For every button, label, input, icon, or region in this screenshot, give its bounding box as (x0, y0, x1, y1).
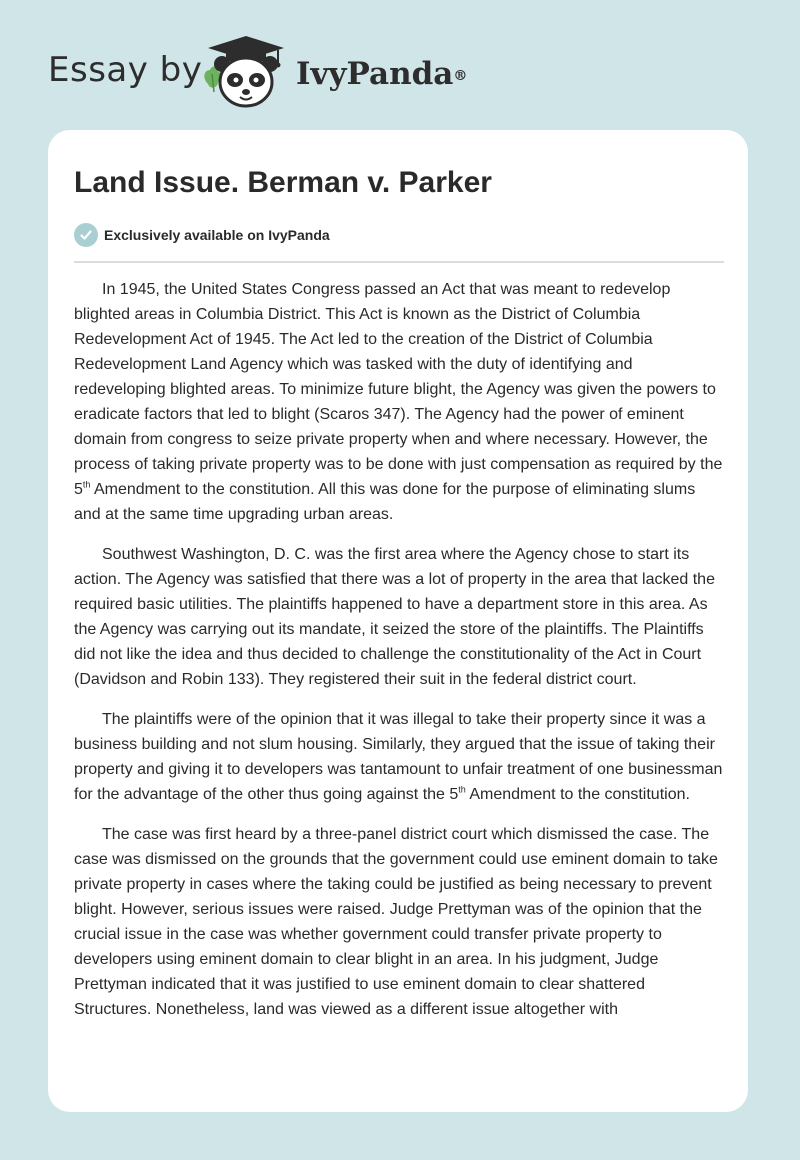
exclusive-label: Exclusively available on IvyPanda (104, 227, 330, 243)
exclusive-badge (74, 222, 330, 248)
site-header (0, 0, 800, 130)
check-icon (74, 223, 98, 247)
paragraph: Southwest Washington, D. C. was the first area where the Agency chose to start its action. The Agency was satisfied that there was a lot of property in the area that lacked the required basic utilities. The plaintiffs happened to have a department store in this area. As the Agency was carrying out its mandate, it seized the store of the plaintiffs. The Plaintiffs did not like the idea and thus decided to challenge the constitutionality of the Act in Court (Davidson and Robin 133). They registered their suit in the federal district court. (74, 546, 715, 688)
paragraph: In 1945, the United States Congress passed an Act that was meant to redevelop blighted areas in Columbia District. This Act is known as the District of Columbia Redevelopment Act of 1945. The Act led to the creation of the District of Columbia Redevelopment Land Agency which was tasked with the duty of identifying and redeveloping blighted areas. To minimize future blight, the Agency was given the powers to eradicate factors that led to blight (Scaros 347). The Agency had the power of eminent domain from congress to seize private property when and where necessary. However, the process of taking private property was to be done with just compensation as required by the 5th Amendment to the constitution. All this was done for the purpose of eliminating slums and at the same time upgrading urban areas. (74, 281, 723, 523)
paragraph: The plaintiffs were of the opinion that it was illegal to take their property since it was a business building and not slum housing. Similarly, they argued that the issue of taking their property and giving it to developers was tantamount to unfair treatment of one businessman for the advantage of the other thus going against the 5th Amendment to the constitution. (74, 711, 723, 803)
essay-by-label: Essay by (48, 50, 203, 90)
essay-card (48, 130, 748, 1112)
panda-logo-icon[interactable] (198, 34, 294, 110)
paragraph: The case was first heard by a three-panel district court which dismissed the case. The case was dismissed on the grounds that the government could use eminent domain to take private property in cases where the taking could be justified as being necessary to prevent blight. However, serious issues were raised. Judge Prettyman was of the opinion that the crucial issue in the case was whether government could transfer private property to developers using eminent domain to clear blight in an area. In his judgment, Judge Prettyman indicated that it was justified to use eminent domain to clear shattered Structures. Nonetheless, land was viewed as a different issue altogether with (74, 826, 718, 1018)
ivypanda-brand[interactable]: IvyPanda® (296, 56, 468, 92)
divider (74, 261, 724, 263)
page-title: Land Issue. Berman v. Parker (74, 166, 492, 199)
essay-body (74, 277, 726, 1037)
